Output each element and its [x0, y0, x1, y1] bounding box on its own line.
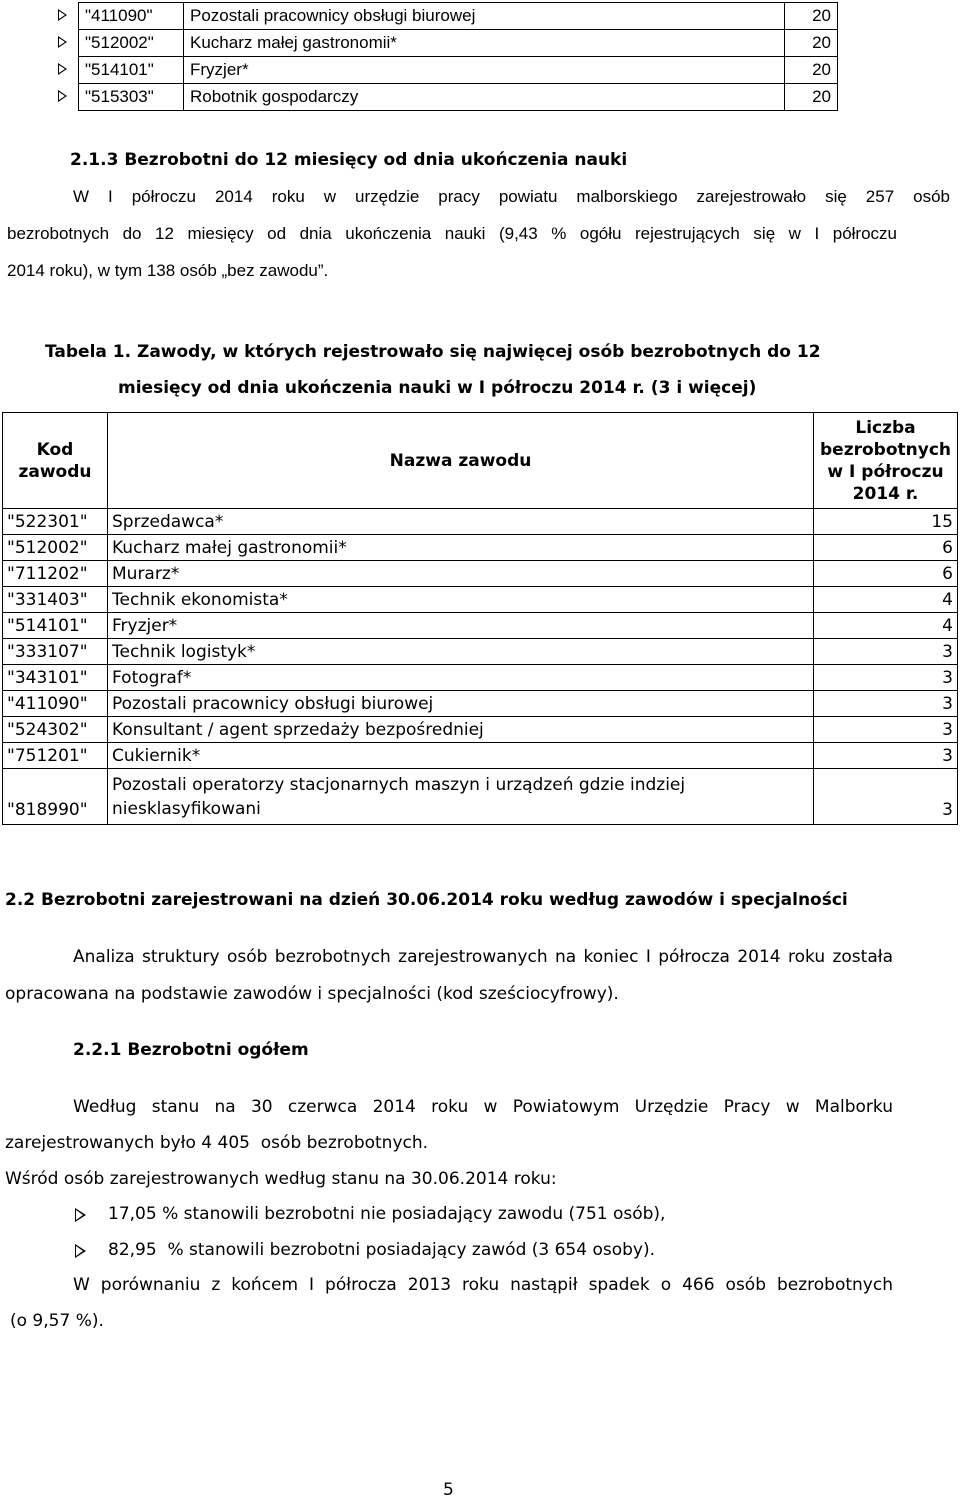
header-code: Kod zawodu	[3, 413, 108, 509]
row-count: 3	[814, 769, 958, 825]
section-221-paragraph-line1: Według stanu na 30 czerwca 2014 roku w Powiatowym Urzędzie Pracy w Malborku	[73, 1097, 893, 1117]
row-code: "331403"	[3, 587, 108, 613]
row-name: Technik logistyk*	[108, 639, 814, 665]
top-list-code: "514101"	[79, 57, 184, 84]
row-code: "411090"	[3, 691, 108, 717]
top-list-row	[58, 57, 838, 84]
row-code: "751201"	[3, 743, 108, 769]
row-code: "522301"	[3, 509, 108, 535]
table-row	[3, 717, 958, 743]
header-name: Nazwa zawodu	[108, 413, 814, 509]
top-list-row	[58, 84, 838, 111]
row-name: Fotograf*	[108, 665, 814, 691]
top-list-row	[58, 3, 838, 30]
page-number: 5	[443, 1480, 454, 1500]
row-code: "711202"	[3, 561, 108, 587]
table-row	[3, 613, 958, 639]
bullet-arrow-icon	[75, 1244, 86, 1258]
row-name: Fryzjer*	[108, 613, 814, 639]
row-name: Murarz*	[108, 561, 814, 587]
row-count: 15	[814, 509, 958, 535]
row-count: 6	[814, 561, 958, 587]
row-count: 4	[814, 613, 958, 639]
row-name: Kucharz małej gastronomii*	[108, 535, 814, 561]
row-name-line2: niesklasyfikowani	[112, 798, 261, 819]
row-name: Sprzedawca*	[108, 509, 814, 535]
bullet-item: 82,95 % stanowili bezrobotni posiadający zawód (3 654 osoby).	[108, 1240, 656, 1260]
top-list-code: "411090"	[79, 3, 184, 30]
top-list-value: 20	[785, 30, 838, 57]
top-list-name: Robotnik gospodarczy	[184, 84, 785, 111]
section-213-heading: 2.1.3 Bezrobotni do 12 miesięcy od dnia ukończenia nauki	[70, 150, 628, 170]
top-occupation-list	[58, 2, 838, 111]
table-row	[3, 587, 958, 613]
row-count: 6	[814, 535, 958, 561]
row-code: "818990"	[3, 769, 108, 825]
section-213-paragraph-line3: 2014 roku), w tym 138 osób „bez zawodu”.	[7, 261, 329, 280]
table-row	[3, 691, 958, 717]
section-22-paragraph-line2: opracowana na podstawie zawodów i specjalności (kod sześciocyfrowy).	[5, 984, 619, 1004]
table-row	[3, 639, 958, 665]
row-name-line1: Pozostali operatorzy stacjonarnych maszyn i urządzeń gdzie indziej	[112, 774, 686, 795]
table-row	[3, 509, 958, 535]
row-name: Cukiernik*	[108, 743, 814, 769]
bullet-arrow-icon	[75, 1208, 86, 1222]
table1-caption-line2: miesięcy od dnia ukończenia nauki w I półroczu 2014 r. (3 i więcej)	[118, 378, 757, 398]
top-list-row	[58, 30, 838, 57]
row-count: 3	[814, 639, 958, 665]
row-code: "343101"	[3, 665, 108, 691]
row-code: "333107"	[3, 639, 108, 665]
top-list-value: 20	[785, 84, 838, 111]
top-list-value: 20	[785, 3, 838, 30]
table-row	[3, 743, 958, 769]
table1-caption-line1: Tabela 1. Zawody, w których rejestrowało się najwięcej osób bezrobotnych do 12	[45, 342, 821, 362]
top-list-value: 20	[785, 57, 838, 84]
section-22-heading: 2.2 Bezrobotni zarejestrowani na dzień 30.06.2014 roku według zawodów i specjalności	[5, 890, 848, 910]
table-row	[3, 665, 958, 691]
row-code: "512002"	[3, 535, 108, 561]
top-list-name: Fryzjer*	[184, 57, 785, 84]
section-221-heading: 2.2.1 Bezrobotni ogółem	[73, 1040, 309, 1060]
row-code: "514101"	[3, 613, 108, 639]
top-list-code: "512002"	[79, 30, 184, 57]
table-row	[3, 769, 958, 825]
row-count: 3	[814, 665, 958, 691]
section-213-paragraph-line2: bezrobotnych do 12 miesięcy od dnia ukończenia nauki (9,43 % ogółu rejestrujących się w I półroczu	[7, 224, 897, 243]
top-list-name: Pozostali pracownicy obsługi biurowej	[184, 3, 785, 30]
bullet-arrow-icon	[58, 3, 79, 30]
bullet-item: 17,05 % stanowili bezrobotni nie posiadający zawodu (751 osób),	[108, 1204, 666, 1224]
table-row	[3, 561, 958, 587]
table1	[2, 412, 958, 825]
bullet-arrow-icon	[58, 84, 79, 111]
section-221-paragraph-line3: Wśród osób zarejestrowanych według stanu na 30.06.2014 roku:	[5, 1169, 557, 1189]
row-code: "524302"	[3, 717, 108, 743]
row-count: 3	[814, 717, 958, 743]
row-name: Pozostali pracownicy obsługi biurowej	[108, 691, 814, 717]
header-count: Liczba bezrobotnych w I półroczu 2014 r.	[814, 413, 958, 509]
section-221-paragraph-line4: W porównaniu z końcem I półrocza 2013 roku nastąpił spadek o 466 osób bezrobotnych	[73, 1275, 893, 1295]
table-row	[3, 535, 958, 561]
row-count: 3	[814, 691, 958, 717]
top-list-name: Kucharz małej gastronomii*	[184, 30, 785, 57]
row-count: 3	[814, 743, 958, 769]
row-name: Technik ekonomista*	[108, 587, 814, 613]
row-name	[108, 769, 814, 825]
bullet-arrow-icon	[58, 57, 79, 84]
section-221-paragraph-line2: zarejestrowanych było 4 405 osób bezrobotnych.	[5, 1133, 429, 1153]
top-list-code: "515303"	[79, 84, 184, 111]
section-221-paragraph-line5: (o 9,57 %).	[10, 1311, 104, 1331]
row-name: Konsultant / agent sprzedaży bezpośredniej	[108, 717, 814, 743]
row-count: 4	[814, 587, 958, 613]
section-213-paragraph-line1: W I półroczu 2014 roku w urzędzie pracy powiatu malborskiego zarejestrowało się 257 osób	[73, 187, 950, 206]
section-22-paragraph-line1: Analiza struktury osób bezrobotnych zarejestrowanych na koniec I półrocza 2014 roku została	[73, 947, 893, 967]
bullet-arrow-icon	[58, 30, 79, 57]
